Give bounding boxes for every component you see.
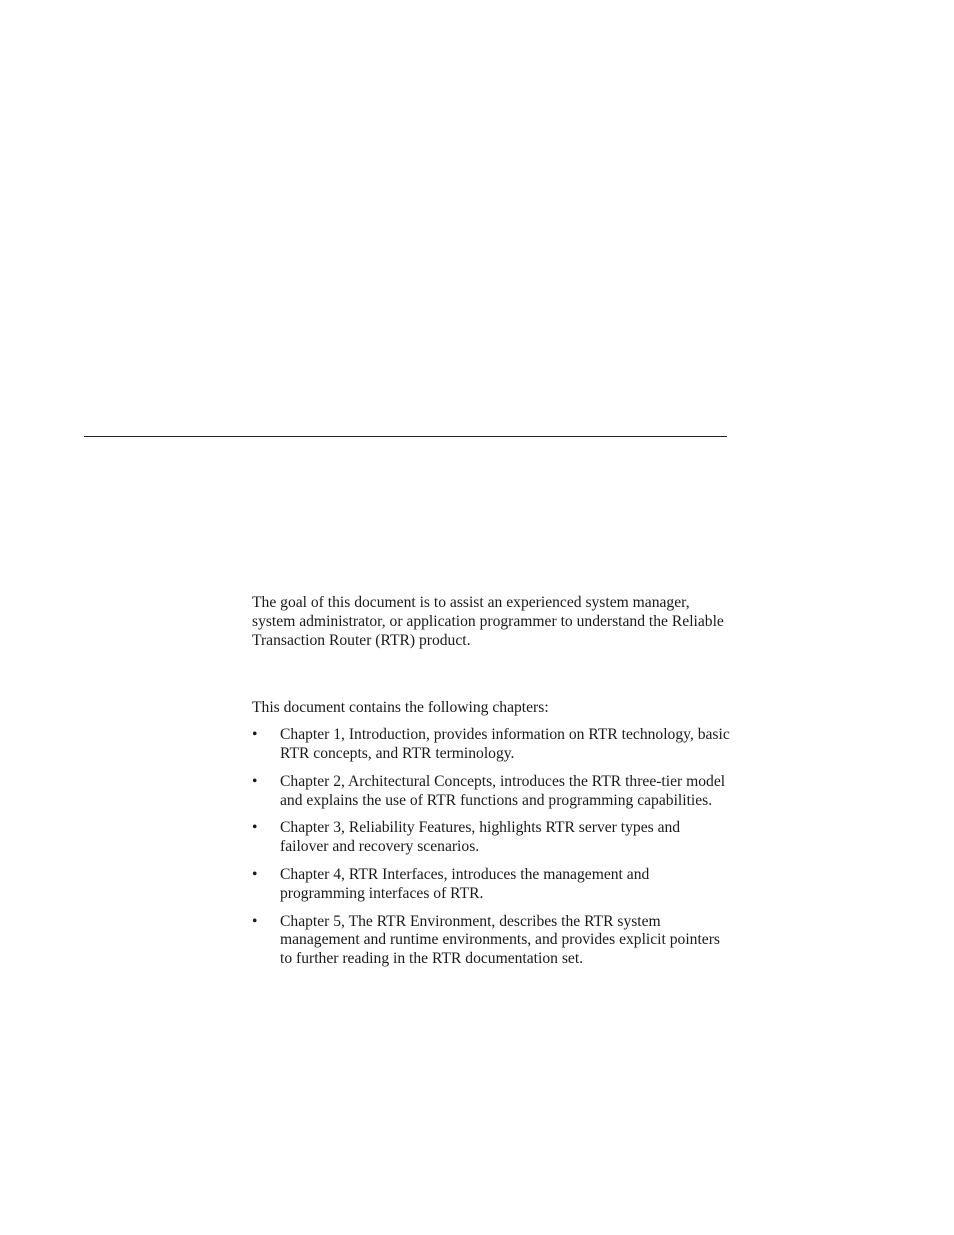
chapter-4-description: Chapter 4, RTR Interfaces, introduces the management and programming interfaces of RTR. bbox=[280, 865, 650, 902]
list-item bbox=[252, 913, 732, 969]
document-body bbox=[252, 594, 732, 978]
chapter-5-description: Chapter 5, The RTR Environment, describes the RTR system management and runtime environments, and provides explicit pointers to further reading in the RTR documentation set. bbox=[280, 912, 720, 968]
chapter-2-description: Chapter 2, Architectural Concepts, introduces the RTR three-tier model and explains the use of RTR functions and programming capabilities. bbox=[280, 772, 726, 809]
chapter-3-description: Chapter 3, Reliability Features, highlights RTR server types and failover and recovery scenarios. bbox=[280, 819, 681, 856]
list-item bbox=[252, 773, 732, 811]
horizontal-rule bbox=[84, 436, 727, 437]
bullet-icon: • bbox=[252, 819, 258, 837]
list-item bbox=[252, 866, 732, 904]
chapters-intro: This document contains the following chapters: bbox=[252, 699, 549, 717]
bullet-icon: • bbox=[252, 726, 258, 744]
list-item bbox=[252, 819, 732, 857]
chapter-list bbox=[252, 726, 732, 969]
bullet-icon: • bbox=[252, 865, 258, 883]
goal-paragraph: The goal of this document is to assist an experienced system manager, system administrator, or application programmer to understand the Reliable Transaction Router (RTR) product. bbox=[252, 594, 724, 649]
bullet-icon: • bbox=[252, 772, 258, 790]
bullet-icon: • bbox=[252, 912, 258, 930]
chapter-1-description: Chapter 1, Introduction, provides information on RTR technology, basic RTR concepts, and RTR terminology. bbox=[280, 726, 730, 762]
list-item bbox=[252, 726, 732, 764]
